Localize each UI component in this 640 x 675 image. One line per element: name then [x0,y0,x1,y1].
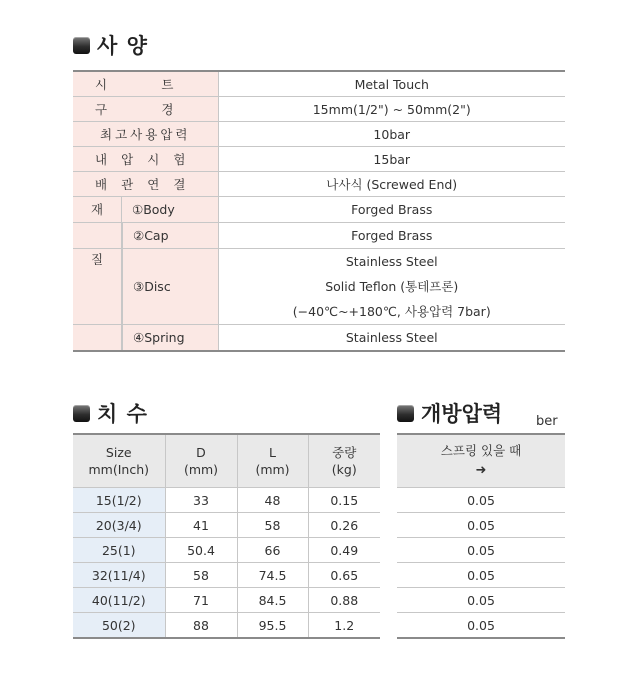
table-row [397,513,565,538]
open-header-row [397,434,565,488]
spec-row-material-disc [73,249,565,325]
open-header: 스프링 있을 때 [440,443,522,458]
dims-l: 66 [237,538,308,563]
material-part: ①Body [122,197,218,222]
dims-size: 20(3/4) [73,513,165,538]
open-value: 0.05 [397,563,565,588]
open-table [397,433,565,639]
spec-label: 험 [173,152,186,167]
dims-size: 50(2) [73,613,165,639]
spec-label: 내 [95,152,108,167]
table-row [73,538,380,563]
table-row [397,588,565,613]
material-label-top: 재 [73,197,122,222]
dims-weight: 0.26 [308,513,380,538]
dims-heading [73,398,148,428]
spec-label: 배 [95,177,108,192]
dims-header: (mm) [255,462,290,477]
spec-label: 시 [147,152,160,167]
dims-header: 중량 [332,445,357,460]
open-value: 0.05 [397,613,565,639]
spec-value: Metal Touch [218,71,565,97]
spec-value: 10bar [218,122,565,147]
spec-row-pressure-test [73,147,565,172]
material-part: ④Spring [122,325,218,350]
spec-row-connection [73,172,565,197]
square-bullet-icon [73,37,90,54]
dims-header: D [196,445,206,460]
dims-d: 41 [165,513,237,538]
spec-heading [73,30,148,60]
dims-header: (kg) [331,462,357,477]
spec-label: 시 [95,77,108,92]
dims-l: 48 [237,488,308,513]
spec-label: 관 [121,177,134,192]
spec-label: 경 [161,102,174,117]
table-row [397,563,565,588]
dims-weight: 0.65 [308,563,380,588]
dims-size: 25(1) [73,538,165,563]
open-title: 개방압력 [421,402,503,426]
dims-size: 32(11/4) [73,563,165,588]
spec-value: 15mm(1/2") ~ 50mm(2") [218,97,565,122]
spec-row-material-body [73,197,565,223]
dims-l: 74.5 [237,563,308,588]
dims-d: 58 [165,563,237,588]
open-heading [397,398,502,428]
open-value: 0.05 [397,488,565,513]
dims-weight: 1.2 [308,613,380,639]
dims-weight: 0.15 [308,488,380,513]
spec-table [73,70,565,352]
dims-size: 40(11/2) [73,588,165,613]
spec-label: 연 [147,177,160,192]
spec-label: 최고사용압력 [100,127,191,142]
square-bullet-icon [73,405,90,422]
spec-row-material-spring [73,325,565,352]
dims-l: 95.5 [237,613,308,639]
dims-d: 50.4 [165,538,237,563]
dims-header: mm(Inch) [88,462,149,477]
spec-label: 압 [121,152,134,167]
table-row [397,538,565,563]
spec-row-size [73,97,565,122]
dims-d: 33 [165,488,237,513]
dims-header: L [269,445,276,460]
dims-header: Size [105,445,132,460]
table-row [397,613,565,639]
open-unit: ber [536,414,558,429]
spec-row-seat [73,71,565,97]
spec-value: 15bar [218,147,565,172]
spec-value: 나사식 (Screwed End) [218,172,565,197]
spec-title: 사 양 [97,34,148,58]
material-value: Solid Teflon (통테프론) [325,279,459,294]
material-value: (−40℃~+180℃, 사용압력 7bar) [292,304,491,319]
table-row [73,588,380,613]
spec-row-max-pressure [73,122,565,147]
dims-weight: 0.49 [308,538,380,563]
spec-label: 결 [173,177,186,192]
dims-l: 58 [237,513,308,538]
material-part: ②Cap [122,223,218,248]
open-value: 0.05 [397,588,565,613]
dims-d: 71 [165,588,237,613]
dims-title: 치 수 [97,402,148,426]
square-bullet-icon [397,405,414,422]
dims-size: 15(1/2) [73,488,165,513]
material-value: Stainless Steel [218,325,565,352]
material-value: Forged Brass [218,197,565,223]
table-row [73,488,380,513]
dims-header-row [73,434,380,488]
dims-l: 84.5 [237,588,308,613]
material-part: ③Disc [122,249,218,324]
dims-weight: 0.88 [308,588,380,613]
material-label-bottom: 질 [73,249,122,324]
table-row [73,563,380,588]
material-value: Forged Brass [218,223,565,249]
table-row [397,488,565,513]
material-value: Stainless Steel [345,254,438,269]
table-row [73,513,380,538]
dims-table [73,433,380,639]
open-value: 0.05 [397,513,565,538]
spec-label: 구 [95,102,108,117]
table-row [73,613,380,639]
dims-header: (mm) [183,462,219,477]
arrow-right-icon: ➜ [475,463,487,478]
spec-row-material-cap [73,223,565,249]
spec-label: 트 [161,77,174,92]
open-value: 0.05 [397,538,565,563]
dims-d: 88 [165,613,237,639]
